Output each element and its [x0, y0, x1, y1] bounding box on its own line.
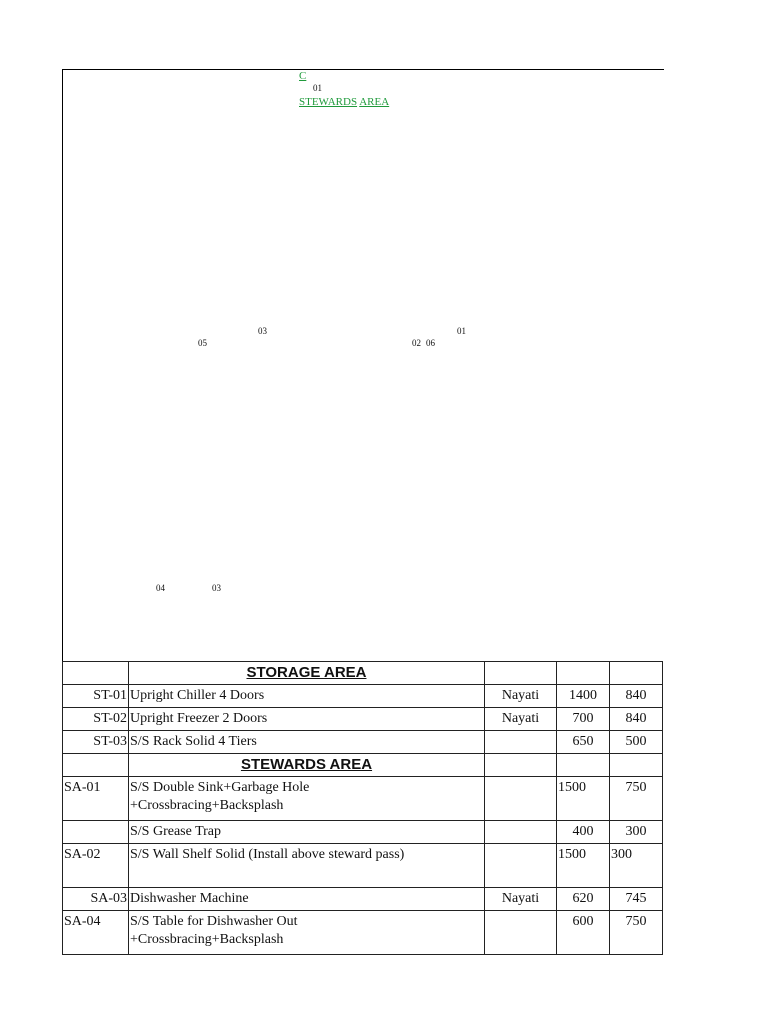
empty-cell	[610, 754, 663, 777]
marker-01-right: 01	[457, 326, 466, 336]
section-header-stewards: STEWARDS AREA	[129, 754, 485, 777]
item-code: ST-01	[63, 685, 129, 708]
item-brand: Nayati	[485, 685, 557, 708]
item-brand	[485, 731, 557, 754]
empty-cell	[63, 662, 129, 685]
item-width: 600	[557, 911, 610, 955]
item-depth: 300	[610, 844, 663, 888]
table-row	[63, 888, 663, 911]
item-depth: 750	[610, 777, 663, 821]
item-width: 1500	[557, 777, 610, 821]
item-description: S/S Rack Solid 4 Tiers	[129, 731, 485, 754]
marker-05: 05	[198, 338, 207, 348]
empty-cell	[557, 754, 610, 777]
item-brand: Nayati	[485, 708, 557, 731]
item-description: Upright Chiller 4 Doors	[129, 685, 485, 708]
drawing-letter-number: 01	[313, 83, 322, 93]
marker-03-bottom: 03	[212, 583, 221, 593]
item-code: ST-02	[63, 708, 129, 731]
table-row	[63, 911, 663, 955]
section-header-storage: STORAGE AREA	[129, 662, 485, 685]
item-width: 1500	[557, 844, 610, 888]
drawing-title-part2: AREA	[359, 96, 390, 108]
item-brand: Nayati	[485, 888, 557, 911]
table-row	[63, 685, 663, 708]
empty-cell	[485, 662, 557, 685]
empty-cell	[63, 754, 129, 777]
section-row-storage	[63, 662, 663, 685]
item-description: Upright Freezer 2 Doors	[129, 708, 485, 731]
item-brand	[485, 777, 557, 821]
item-width: 650	[557, 731, 610, 754]
drawing-letter: C	[299, 70, 307, 82]
item-code: SA-03	[63, 888, 129, 911]
item-brand	[485, 844, 557, 888]
table-row	[63, 844, 663, 888]
item-description	[129, 777, 485, 821]
item-depth: 500	[610, 731, 663, 754]
item-code: ST-03	[63, 731, 129, 754]
empty-cell	[610, 662, 663, 685]
table-row	[63, 708, 663, 731]
section-row-stewards	[63, 754, 663, 777]
item-description: S/S Grease Trap	[129, 821, 485, 844]
item-depth: 745	[610, 888, 663, 911]
item-width: 700	[557, 708, 610, 731]
marker-06: 06	[426, 338, 435, 348]
marker-03-top: 03	[258, 326, 267, 336]
item-brand	[485, 911, 557, 955]
item-description	[129, 911, 485, 955]
item-width: 620	[557, 888, 610, 911]
marker-02: 02	[412, 338, 421, 348]
drawing-title	[299, 96, 389, 109]
empty-cell	[485, 754, 557, 777]
item-depth: 750	[610, 911, 663, 955]
item-description: S/S Wall Shelf Solid (Install above steward pass)	[129, 844, 485, 888]
item-depth: 840	[610, 685, 663, 708]
drawing-title-part1: STEWARDS	[299, 96, 358, 108]
table-row	[63, 821, 663, 844]
item-description-line2: +Crossbracing+Backsplash	[130, 932, 284, 947]
item-description: Dishwasher Machine	[129, 888, 485, 911]
item-depth: 300	[610, 821, 663, 844]
empty-cell	[557, 662, 610, 685]
item-description-line1: S/S Double Sink+Garbage Hole	[130, 780, 310, 795]
marker-04: 04	[156, 583, 165, 593]
item-code: SA-04	[63, 911, 129, 955]
item-width: 400	[557, 821, 610, 844]
item-code	[63, 821, 129, 844]
item-depth: 840	[610, 708, 663, 731]
item-width: 1400	[557, 685, 610, 708]
item-code: SA-01	[63, 777, 129, 821]
equipment-schedule-table	[62, 661, 663, 955]
drawing-frame	[62, 69, 664, 664]
item-description-line1: S/S Table for Dishwasher Out	[130, 914, 298, 929]
item-description-line2: +Crossbracing+Backsplash	[130, 798, 284, 813]
item-code: SA-02	[63, 844, 129, 888]
table-row	[63, 731, 663, 754]
item-brand	[485, 821, 557, 844]
table-row	[63, 777, 663, 821]
